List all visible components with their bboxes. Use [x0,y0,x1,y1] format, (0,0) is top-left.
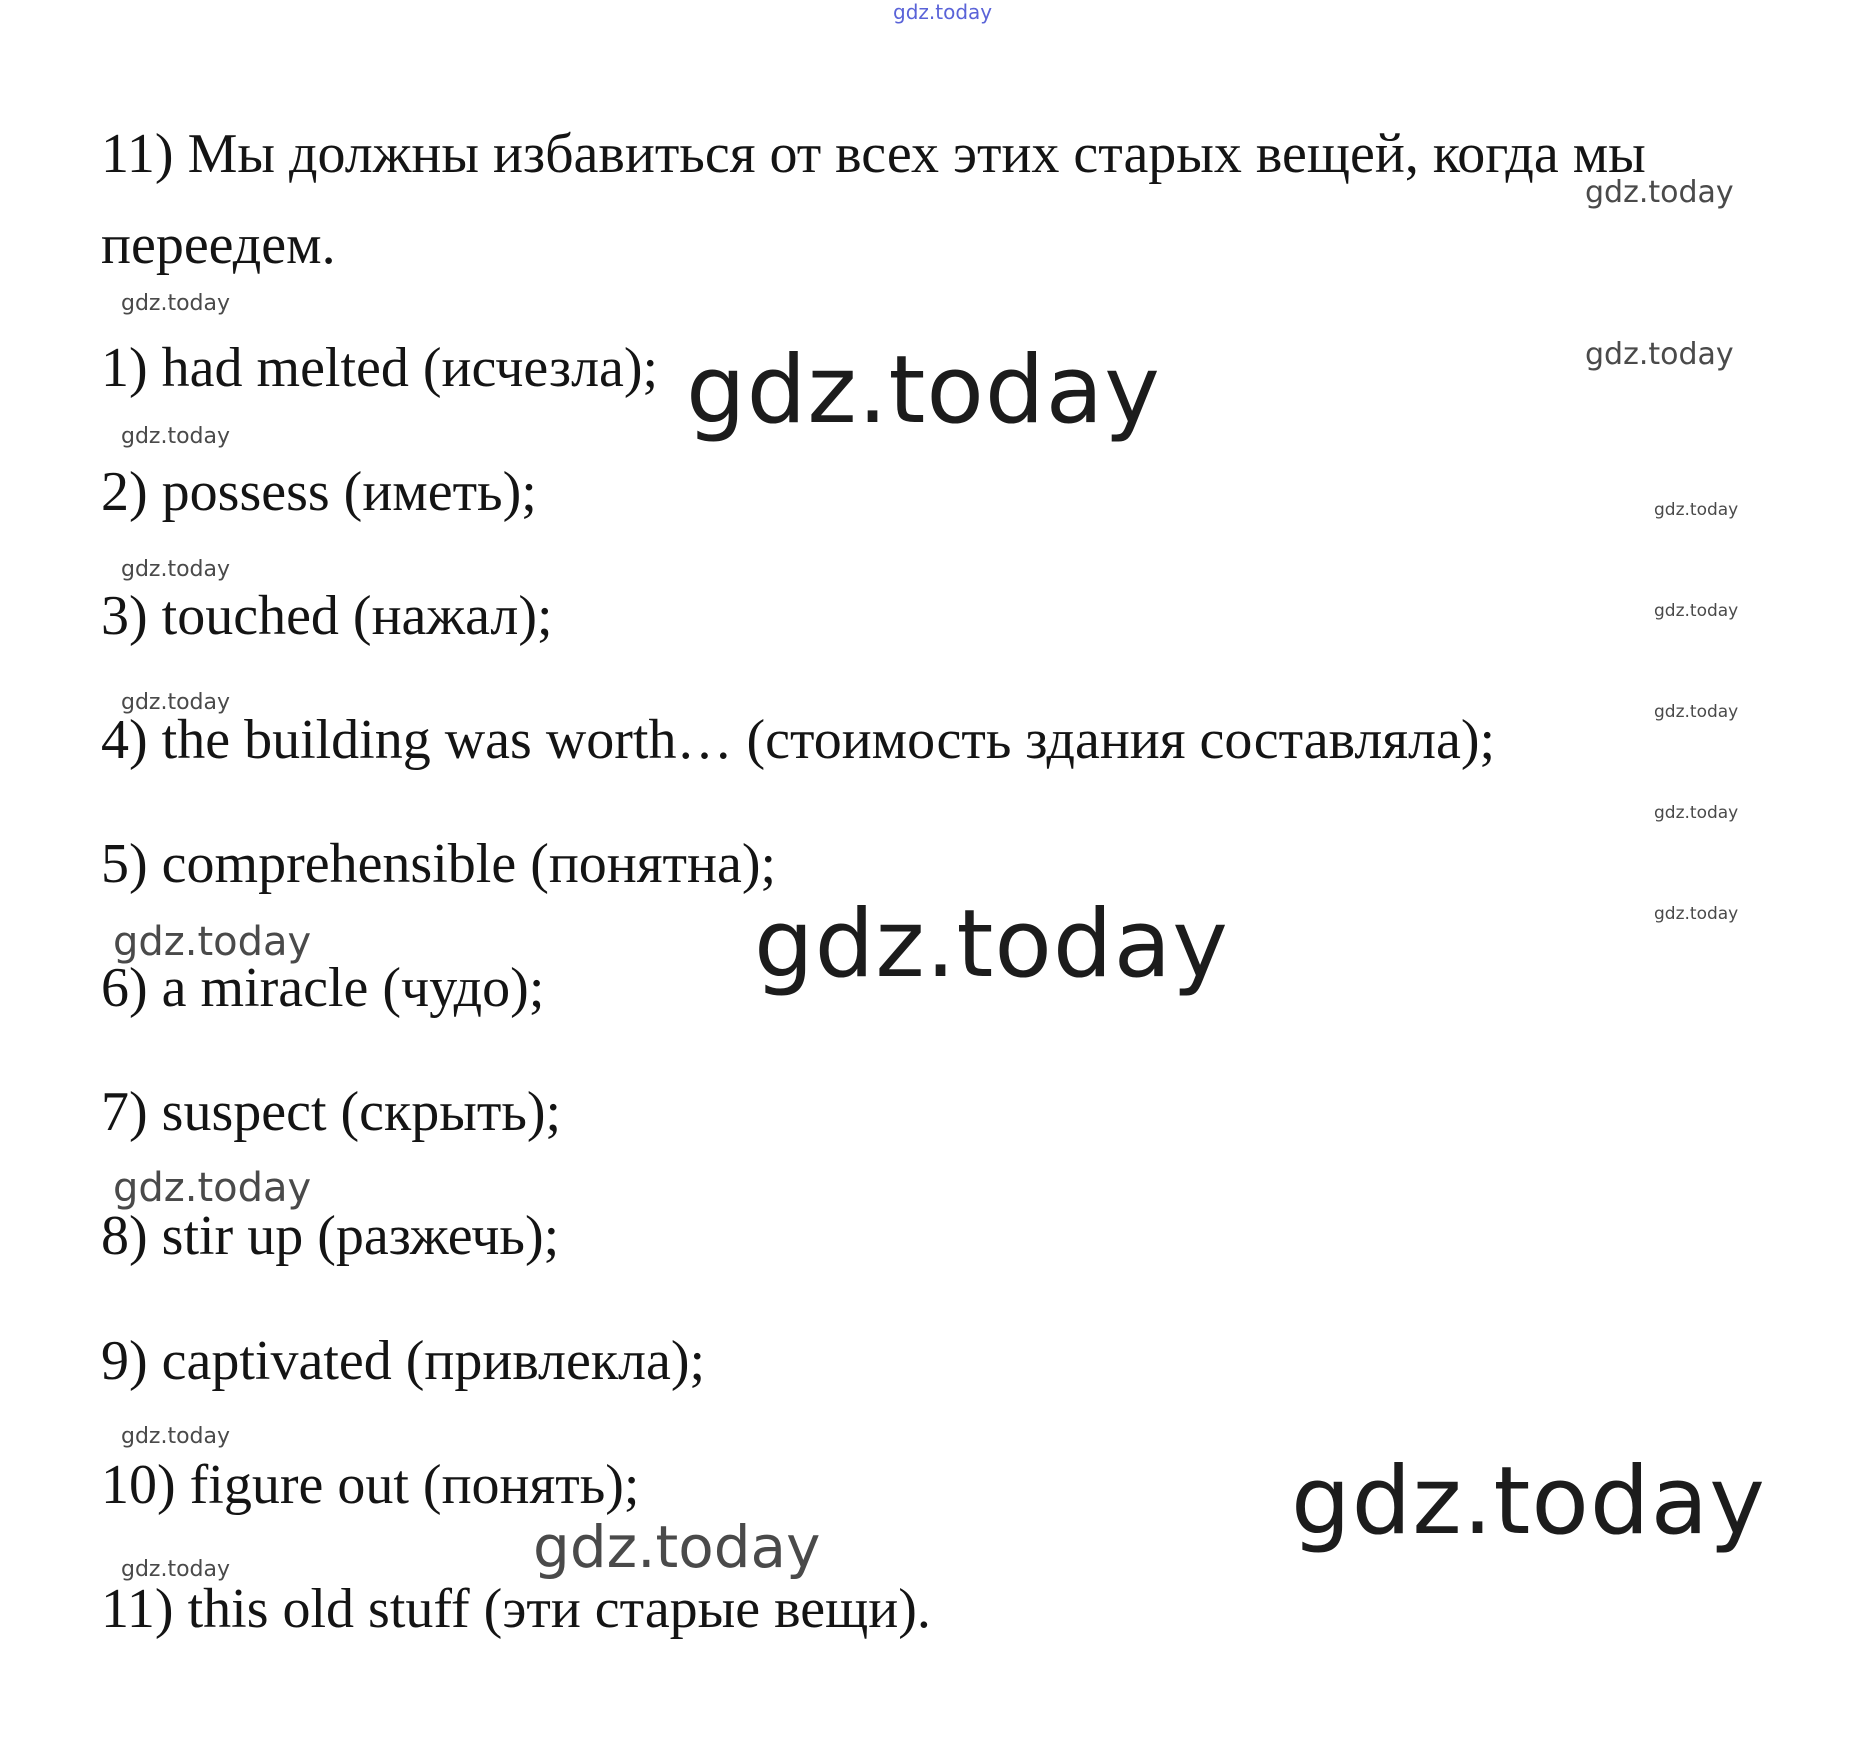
watermark: gdz.today [1654,904,1739,924]
answer-item-1: 1) had melted (исчезла); [101,337,659,399]
watermark: gdz.today [1585,175,1734,210]
watermark: gdz.today [121,690,231,715]
watermark: gdz.today [113,1165,312,1211]
top-watermark: gdz.today [893,0,993,24]
answer-item-11: 11) this old stuff (эти старые вещи). [101,1578,931,1640]
watermark: gdz.today [121,424,231,449]
answer-item-9: 9) captivated (привлекла); [101,1330,706,1392]
watermark: gdz.today [533,1513,821,1581]
sentence-line-1: 11) Мы должны избавиться от всех этих старых вещей, когда мы [101,123,1646,185]
answer-item-10: 10) figure out (понять); [101,1454,640,1516]
answer-item-6: 6) a miracle (чудо); [101,957,545,1019]
watermark: gdz.today [121,557,231,582]
watermark: gdz.today [1291,1447,1766,1556]
watermark: gdz.today [113,919,312,965]
answer-item-2: 2) possess (иметь); [101,461,537,523]
answer-item-5: 5) comprehensible (понятна); [101,833,777,895]
watermark: gdz.today [754,890,1229,999]
answer-item-3: 3) touched (нажал); [101,585,553,647]
answer-item-8: 8) stir up (разжечь); [101,1205,560,1267]
watermark: gdz.today [1654,500,1739,520]
watermark: gdz.today [121,1557,231,1582]
watermark: gdz.today [1654,803,1739,823]
answer-item-7: 7) suspect (скрыть); [101,1081,562,1143]
watermark: gdz.today [121,1424,231,1449]
watermark: gdz.today [686,336,1161,445]
answer-item-4: 4) the building was worth… (стоимость здания составляла); [101,709,1496,771]
watermark: gdz.today [1654,601,1739,621]
watermark: gdz.today [1654,702,1739,722]
sentence-line-2: переедем. [101,214,336,276]
watermark: gdz.today [121,291,231,316]
watermark: gdz.today [1585,337,1734,372]
